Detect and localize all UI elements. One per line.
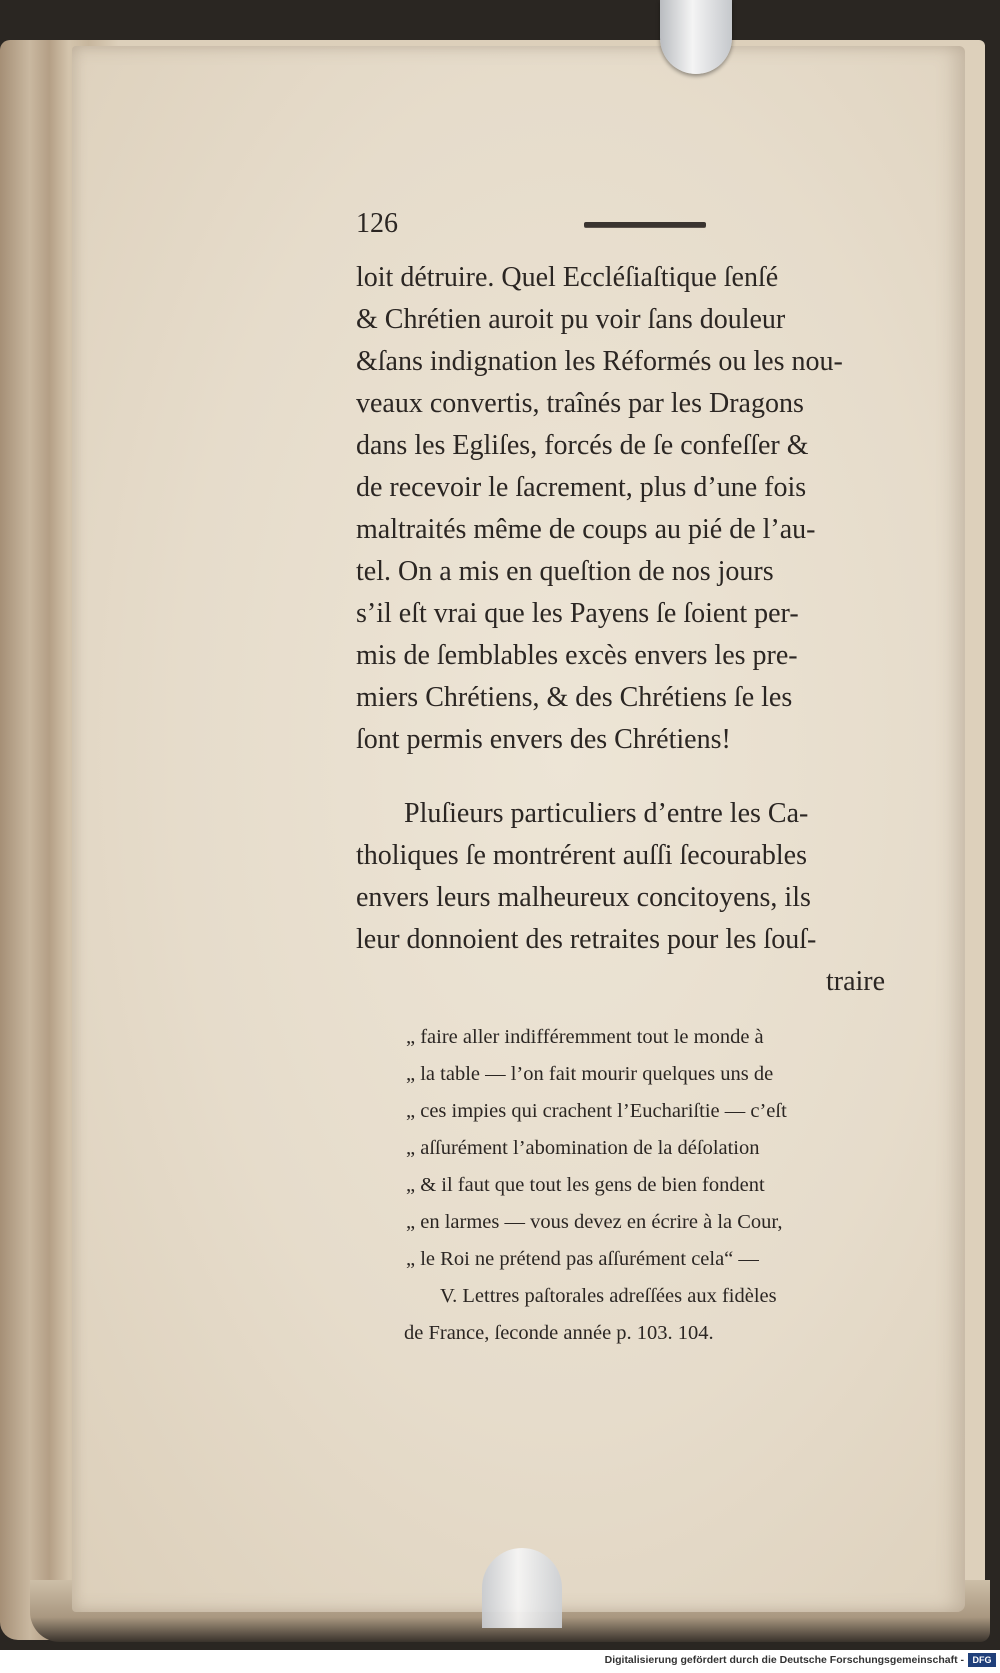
- text-line: dans les Egliſes, forcés de ſe confeſſer &: [356, 430, 809, 461]
- page-clip-top: [660, 0, 732, 74]
- text-line: & Chrétien auroit pu voir ſans douleur: [356, 304, 786, 335]
- text-line: tel. On a mis en queſtion de nos jours: [356, 556, 774, 587]
- text-line: leur donnoient des retraites pour les ſouſ-: [356, 924, 817, 955]
- text-line: tholiques ſe montrérent auſſi ſecourables: [356, 840, 807, 871]
- text-line: &ſans indignation les Réformés ou les nou-: [356, 346, 843, 377]
- footnote-line: „ le Roi ne prétend pas aſſurément cela“ —: [406, 1248, 759, 1270]
- footer-credit: Digitalisierung gefördert durch die Deutsche Forschungsgemeinschaft -: [604, 1654, 964, 1666]
- text-line: s’il eſt vrai que les Payens ſe ſoient per-: [356, 598, 799, 629]
- dfg-logo: DFG: [968, 1653, 996, 1667]
- digitization-footer: [0, 1650, 1000, 1673]
- footnote-line: de France, ſeconde année p. 103. 104.: [404, 1322, 714, 1344]
- header-rule: [584, 222, 706, 227]
- text-line: veaux convertis, traînés par les Dragons: [356, 388, 804, 419]
- page-number: 126: [356, 208, 398, 239]
- page-clip-bottom: [482, 1548, 562, 1628]
- footnote-line: V. Lettres paſtorales adreſſées aux fidèles: [440, 1285, 777, 1307]
- text-line: loit détruire. Quel Eccléſiaſtique ſenſé: [356, 262, 779, 293]
- footnote-line: „ en larmes — vous devez en écrire à la Cour,: [406, 1211, 783, 1233]
- text-line: miers Chrétiens, & des Chrétiens ſe les: [356, 682, 793, 713]
- catchword: traire: [826, 966, 886, 997]
- footnote-line: „ la table — l’on fait mourir quelques uns de: [406, 1063, 774, 1085]
- footnote-line: „ faire aller indifféremment tout le monde à: [406, 1026, 764, 1048]
- footnote-line: „ & il faut que tout les gens de bien fondent: [406, 1174, 765, 1196]
- text-line: mis de ſemblables excès envers les pre-: [356, 640, 798, 671]
- footnote-line: „ ces impies qui crachent l’Euchariſtie — c’eſt: [406, 1100, 787, 1122]
- text-line: maltraités même de coups au pié de l’au-: [356, 514, 816, 545]
- text-line: Pluſieurs particuliers d’entre les Ca-: [404, 798, 809, 829]
- text-line: envers leurs malheureux concitoyens, ils: [356, 882, 811, 913]
- footnote-line: „ aſſurément l’abomination de la déſolation: [406, 1137, 760, 1159]
- text-line: ſont permis envers des Chrétiens!: [356, 724, 731, 755]
- text-line: de recevoir le ſacrement, plus d’une fois: [356, 472, 807, 503]
